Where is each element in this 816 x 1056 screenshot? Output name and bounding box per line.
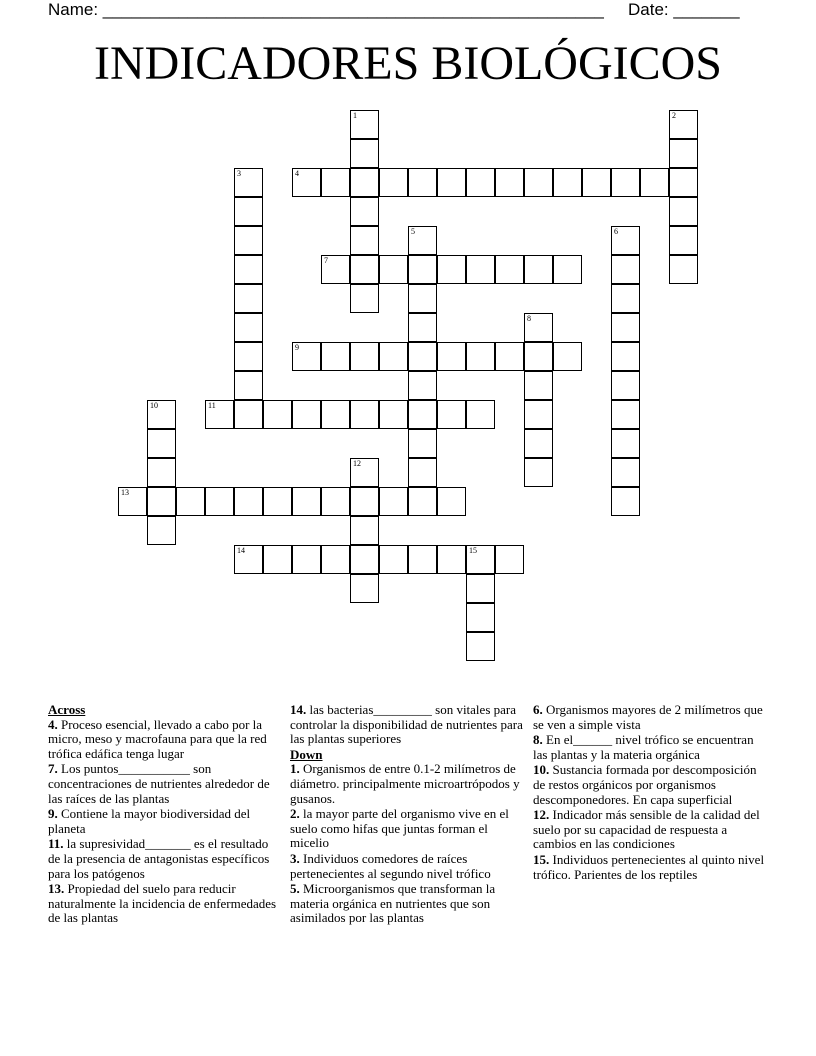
crossword-cell[interactable] xyxy=(408,371,437,400)
crossword-cell[interactable] xyxy=(350,400,379,429)
crossword-cell[interactable] xyxy=(408,226,437,255)
crossword-cell[interactable] xyxy=(524,458,553,487)
crossword-cell[interactable] xyxy=(611,400,640,429)
crossword-cell[interactable] xyxy=(611,226,640,255)
crossword-cell[interactable] xyxy=(234,284,263,313)
crossword-cell[interactable] xyxy=(350,284,379,313)
crossword-cell[interactable] xyxy=(611,313,640,342)
clue-number: 5 xyxy=(411,227,415,236)
crossword-cell[interactable] xyxy=(524,342,553,371)
crossword-cell[interactable] xyxy=(408,487,437,516)
crossword-cell[interactable] xyxy=(524,313,553,342)
crossword-cell[interactable] xyxy=(205,400,234,429)
across-heading: Across xyxy=(48,702,86,717)
clues-column-3 xyxy=(533,703,769,883)
across-clue-13: 13. Propiedad del suelo para reducir naturalmente la incidencia de enfermedades de las plantas xyxy=(48,881,277,926)
crossword-cell[interactable] xyxy=(379,168,408,197)
crossword-cell[interactable] xyxy=(408,342,437,371)
crossword-cell[interactable] xyxy=(379,342,408,371)
across-clue-14: 14. las bacterias_________ son vitales para controlar la disponibilidad de nutrientes para las plantas superiores xyxy=(290,702,523,747)
across-clue-11: 11. la supresividad_______ es el resultado de la presencia de antagonistas específicos para los patógenos xyxy=(48,836,270,881)
crossword-cell[interactable] xyxy=(234,400,263,429)
crossword-cell[interactable] xyxy=(611,255,640,284)
crossword-cell[interactable] xyxy=(437,545,466,574)
crossword-cell[interactable] xyxy=(408,545,437,574)
crossword-cell[interactable] xyxy=(611,487,640,516)
clue-number: 2 xyxy=(672,111,676,120)
name-field[interactable]: Name: _____________________________________________________ xyxy=(48,0,604,19)
crossword-cell[interactable] xyxy=(234,313,263,342)
crossword-cell[interactable] xyxy=(437,400,466,429)
clue-number: 12 xyxy=(353,459,361,468)
across-clue-9: 9. Contiene la mayor biodiversidad del planeta xyxy=(48,806,251,836)
crossword-cell[interactable] xyxy=(495,342,524,371)
crossword-cell[interactable] xyxy=(263,400,292,429)
crossword-cell[interactable] xyxy=(234,545,263,574)
crossword-cell[interactable] xyxy=(176,487,205,516)
clue-number: 3 xyxy=(237,169,241,178)
crossword-cell[interactable] xyxy=(350,487,379,516)
crossword-cell[interactable] xyxy=(147,400,176,429)
crossword-cell[interactable] xyxy=(466,342,495,371)
date-field[interactable]: Date: _______ xyxy=(628,0,740,19)
crossword-cell[interactable] xyxy=(495,168,524,197)
crossword-cell[interactable] xyxy=(350,342,379,371)
crossword-cell[interactable] xyxy=(466,255,495,284)
crossword-cell[interactable] xyxy=(350,226,379,255)
crossword-cell[interactable] xyxy=(466,603,495,632)
crossword-cell[interactable] xyxy=(524,168,553,197)
crossword-cell[interactable] xyxy=(234,487,263,516)
crossword-cell[interactable] xyxy=(669,197,698,226)
down-clue-2: 2. la mayor parte del organismo vive en el suelo como hifas que juntas forman el micelio xyxy=(290,806,509,851)
crossword-cell[interactable] xyxy=(408,313,437,342)
clue-number: 8 xyxy=(527,314,531,323)
crossword-cell[interactable] xyxy=(147,458,176,487)
crossword-cell[interactable] xyxy=(321,400,350,429)
crossword-cell[interactable] xyxy=(495,255,524,284)
crossword-cell[interactable] xyxy=(553,255,582,284)
crossword-cell[interactable] xyxy=(408,284,437,313)
crossword-cell[interactable] xyxy=(408,458,437,487)
down-clue-15: 15. Individuos pertenecientes al quinto nivel trófico. Parientes de los reptiles xyxy=(533,851,765,882)
crossword-cell[interactable] xyxy=(437,487,466,516)
crossword-cell[interactable] xyxy=(379,487,408,516)
crossword-cell[interactable] xyxy=(118,487,147,516)
down-heading: Down xyxy=(290,746,323,762)
down-clue-3: 3. Individuos comedores de raíces pertenecientes al segundo nivel trófico xyxy=(290,850,491,881)
across-clue-7: 7. Los puntos___________ son concentraciones de nutrientes alrededor de las raíces de las plantas xyxy=(48,761,270,806)
clue-number: 14 xyxy=(237,546,245,555)
crossword-cell[interactable] xyxy=(669,139,698,168)
crossword-cell[interactable] xyxy=(437,168,466,197)
crossword-cell[interactable] xyxy=(611,342,640,371)
crossword-cell[interactable] xyxy=(350,197,379,226)
crossword-cell[interactable] xyxy=(350,139,379,168)
crossword-cell[interactable] xyxy=(524,255,553,284)
crossword-cell[interactable] xyxy=(292,400,321,429)
crossword-cell[interactable] xyxy=(321,255,350,284)
crossword-cell[interactable] xyxy=(234,226,263,255)
crossword-cell[interactable] xyxy=(350,545,379,574)
crossword-cell[interactable] xyxy=(611,371,640,400)
crossword-cell[interactable] xyxy=(611,284,640,313)
across-clue-4: 4. Proceso esencial, llevado a cabo por la micro, meso y macrofauna para que la red trófica edáfica tenga lugar xyxy=(48,716,267,761)
clue-number: 15 xyxy=(469,546,477,555)
crossword-cell[interactable] xyxy=(408,168,437,197)
crossword-cell[interactable] xyxy=(524,429,553,458)
crossword-cell[interactable] xyxy=(524,371,553,400)
crossword-cell[interactable] xyxy=(350,574,379,603)
crossword-cell[interactable] xyxy=(553,342,582,371)
crossword-cell[interactable] xyxy=(205,487,234,516)
crossword-cell[interactable] xyxy=(321,545,350,574)
down-clue-12: 12. Indicador más sensible de la calidad del suelo por su capacidad de respuesta a cambios en las condiciones xyxy=(533,807,760,852)
crossword-cell[interactable] xyxy=(234,342,263,371)
crossword-cell[interactable] xyxy=(669,226,698,255)
crossword-cell[interactable] xyxy=(147,516,176,545)
crossword-cell[interactable] xyxy=(292,168,321,197)
clue-number: 4 xyxy=(295,169,299,178)
crossword-cell[interactable] xyxy=(234,168,263,197)
crossword-cell[interactable] xyxy=(466,574,495,603)
crossword-cell[interactable] xyxy=(582,168,611,197)
clue-number: 10 xyxy=(150,401,158,410)
crossword-cell[interactable] xyxy=(379,400,408,429)
crossword-cell[interactable] xyxy=(466,400,495,429)
clue-number: 9 xyxy=(295,343,299,352)
crossword-cell[interactable] xyxy=(292,545,321,574)
crossword-cell[interactable] xyxy=(321,487,350,516)
crossword-cell[interactable] xyxy=(611,429,640,458)
crossword-cell[interactable] xyxy=(524,400,553,429)
clue-number: 1 xyxy=(353,111,357,120)
crossword-cell[interactable] xyxy=(669,110,698,139)
crossword-cell[interactable] xyxy=(234,255,263,284)
crossword-cell[interactable] xyxy=(669,168,698,197)
crossword-cell[interactable] xyxy=(263,545,292,574)
down-clue-6: 6. Organismos mayores de 2 milímetros que se ven a simple vista xyxy=(533,702,763,732)
crossword-cell[interactable] xyxy=(321,342,350,371)
crossword-cell[interactable] xyxy=(234,371,263,400)
crossword-cell[interactable] xyxy=(350,516,379,545)
crossword-cell[interactable] xyxy=(408,400,437,429)
down-clue-8: 8. En el______ nivel trófico se encuentran las plantas y la materia orgánica xyxy=(533,732,754,762)
down-clue-1: 1. Organismos de entre 0.1-2 milímetros de diámetro. principalmente microartrópodos y gusanos. xyxy=(290,761,520,806)
clue-number: 6 xyxy=(614,227,618,236)
crossword-cell[interactable] xyxy=(466,632,495,661)
crossword-cell[interactable] xyxy=(437,255,466,284)
crossword-cell[interactable] xyxy=(350,255,379,284)
crossword-cell[interactable] xyxy=(640,168,669,197)
crossword-cell[interactable] xyxy=(466,168,495,197)
crossword-cell[interactable] xyxy=(350,110,379,139)
crossword-cell[interactable] xyxy=(611,168,640,197)
clue-number: 13 xyxy=(121,488,129,497)
clue-number: 7 xyxy=(324,256,328,265)
crossword-cell[interactable] xyxy=(437,342,466,371)
crossword-cell[interactable] xyxy=(495,545,524,574)
crossword-cell[interactable] xyxy=(147,429,176,458)
clues-column-1 xyxy=(48,703,280,927)
crossword-cell[interactable] xyxy=(350,168,379,197)
crossword-cell[interactable] xyxy=(379,255,408,284)
crossword-cell[interactable] xyxy=(408,255,437,284)
crossword-cell[interactable] xyxy=(321,168,350,197)
down-clue-10: 10. Sustancia formada por descomposición de restos orgánicos por organismos descomponedores. En capa superficial xyxy=(533,762,757,807)
crossword-cell[interactable] xyxy=(379,545,408,574)
crossword-cell[interactable] xyxy=(466,545,495,574)
down-clue-5: 5. Microorganismos que transforman la materia orgánica en nutrientes que son asimilados por las plantas xyxy=(290,881,496,926)
crossword-cell[interactable] xyxy=(669,255,698,284)
page-title: INDICADORES BIOLÓGICOS xyxy=(93,37,722,90)
crossword-cell[interactable] xyxy=(408,429,437,458)
crossword-cell[interactable] xyxy=(292,487,321,516)
clues-column-2 xyxy=(290,703,524,927)
crossword-cell[interactable] xyxy=(611,458,640,487)
crossword-cell[interactable] xyxy=(292,342,321,371)
crossword-cell[interactable] xyxy=(553,168,582,197)
crossword-cell[interactable] xyxy=(234,197,263,226)
crossword-cell[interactable] xyxy=(263,487,292,516)
clue-number: 11 xyxy=(208,401,216,410)
crossword-cell[interactable] xyxy=(147,487,176,516)
crossword-cell[interactable] xyxy=(350,458,379,487)
